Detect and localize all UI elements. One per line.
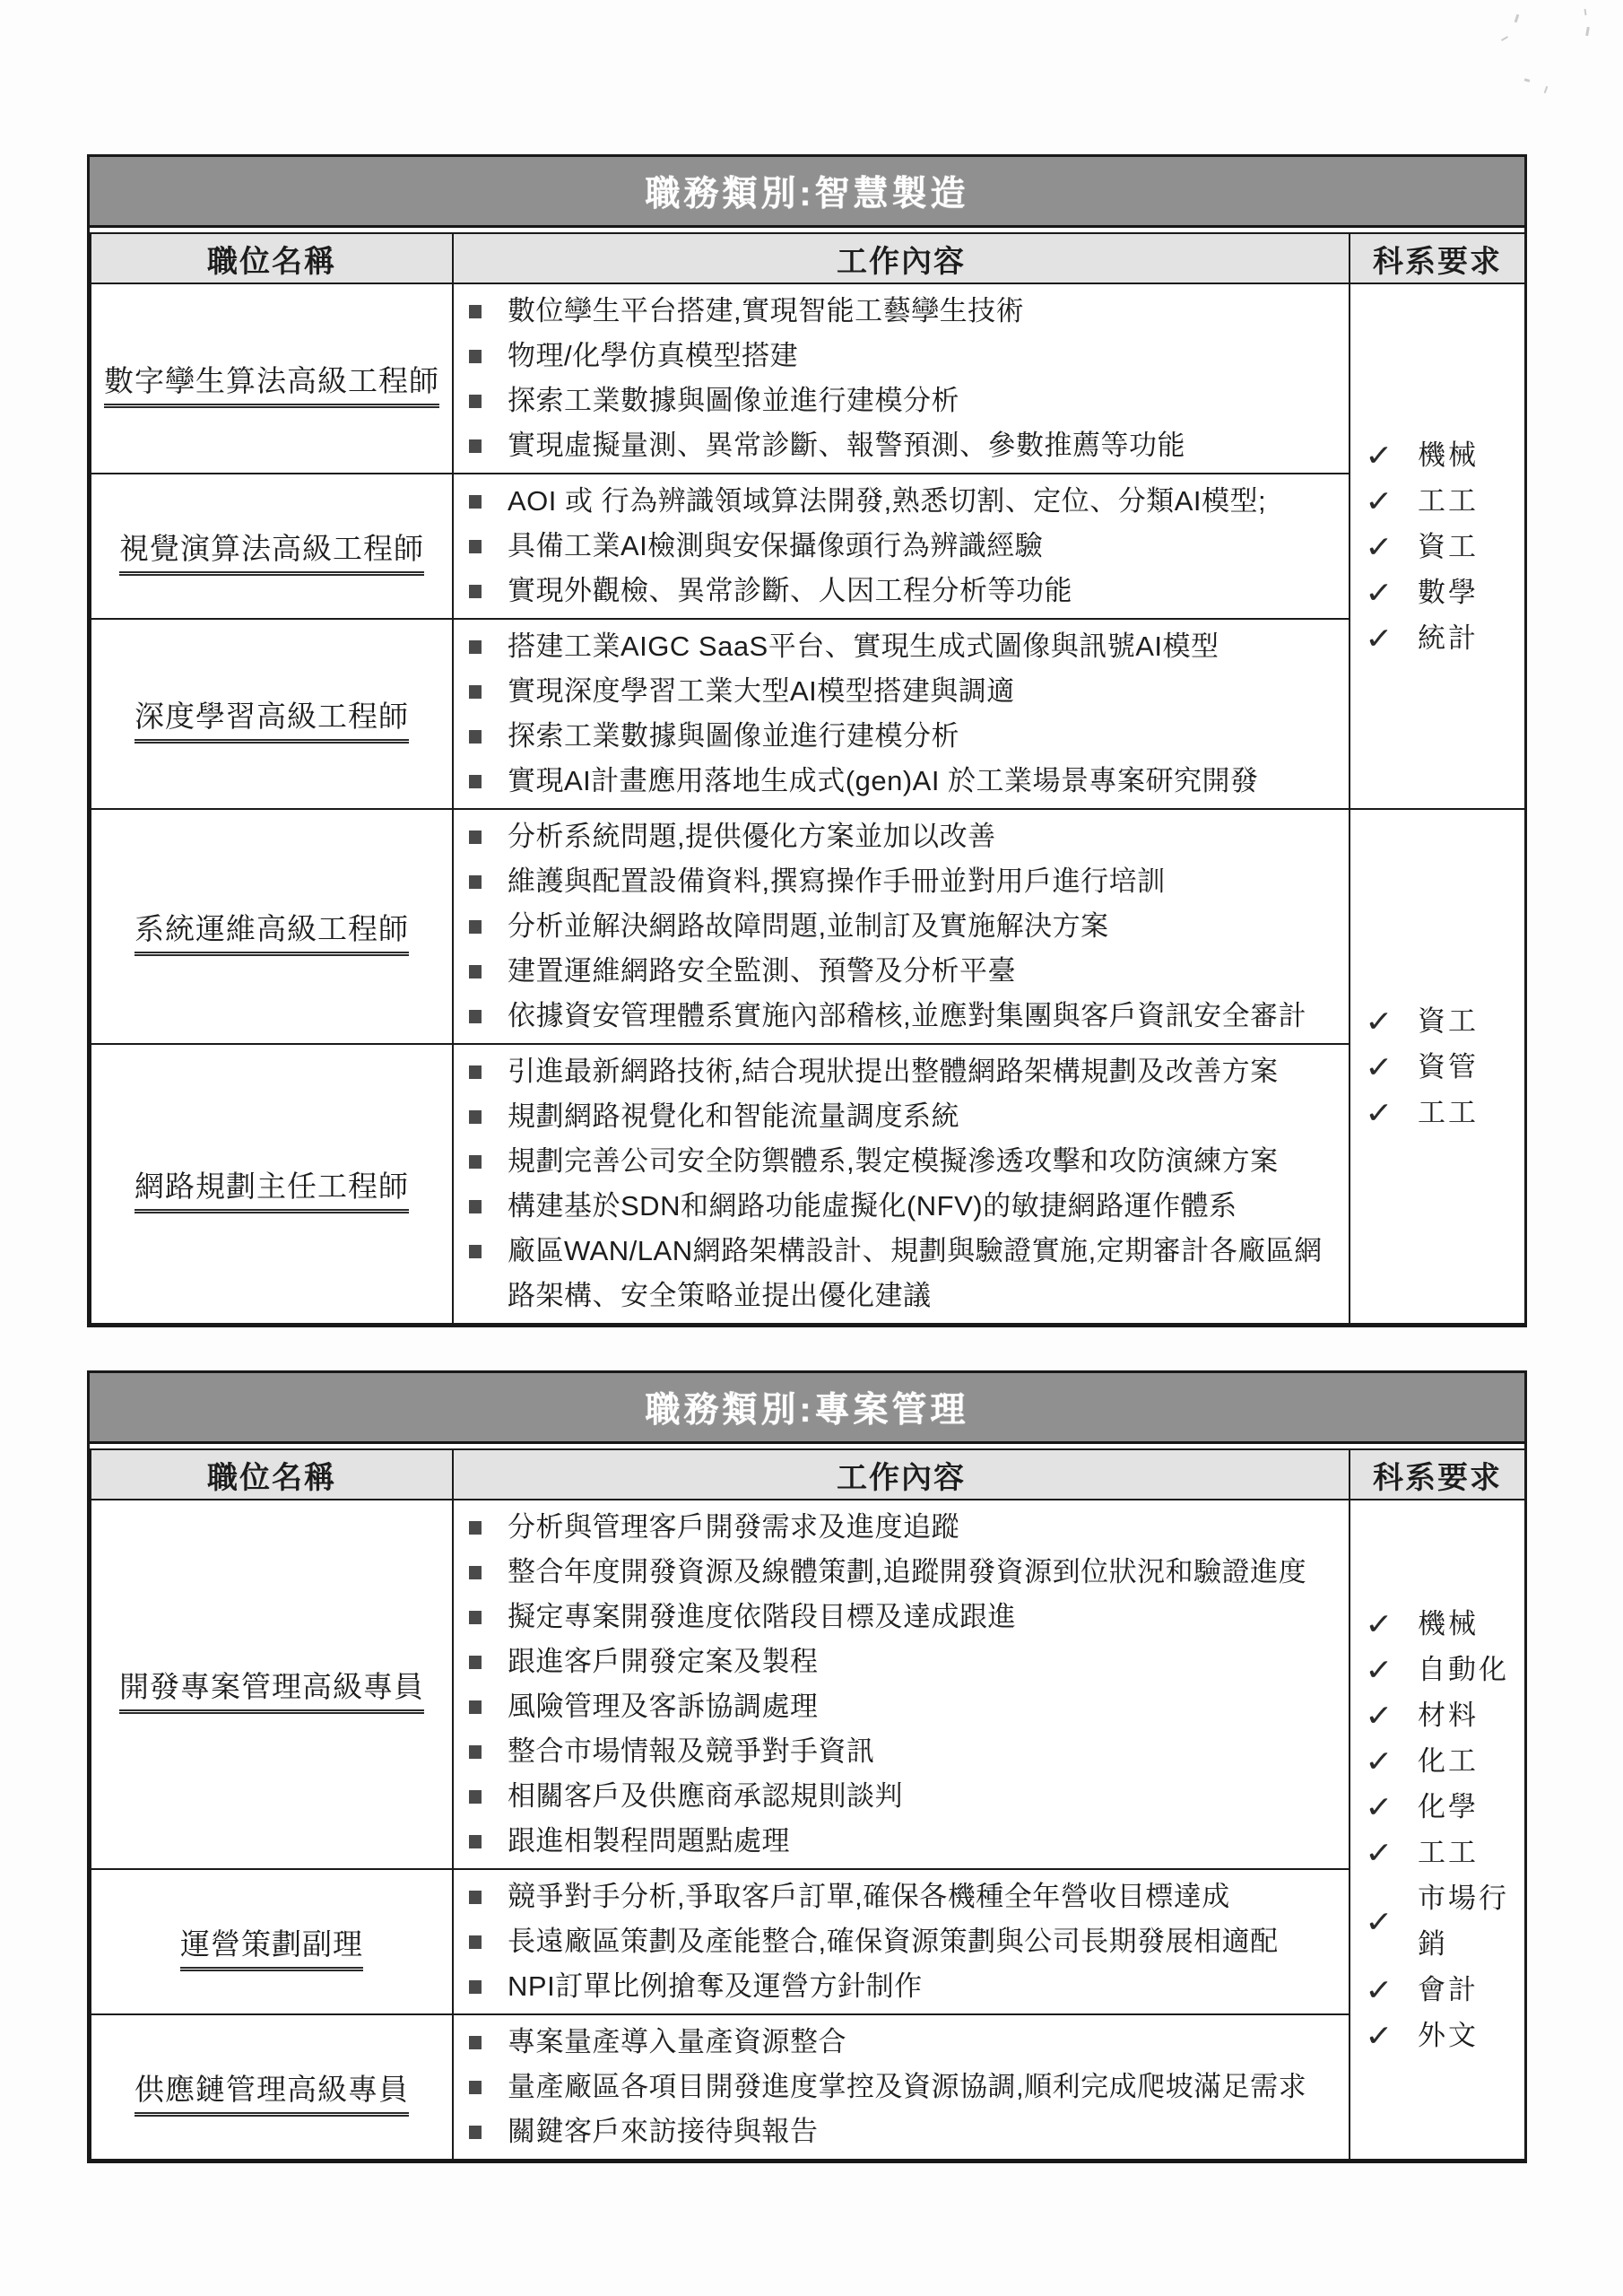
square-bullet-icon bbox=[469, 1521, 482, 1535]
duty-text: 探索工業數據與圖像並進行建模分析 bbox=[508, 385, 959, 416]
check-icon: ✓ bbox=[1365, 1004, 1393, 1038]
check-icon: ✓ bbox=[1365, 621, 1393, 655]
square-bullet-icon bbox=[469, 831, 482, 844]
duty-item bbox=[466, 1595, 1341, 1639]
table1-col-header-majors: 科系要求 bbox=[1350, 233, 1525, 283]
duty-item bbox=[466, 1229, 1341, 1318]
duty-text: 專案量產導入量產資源整合 bbox=[508, 2026, 846, 2057]
table-row bbox=[91, 619, 1525, 809]
duty-item bbox=[466, 624, 1341, 669]
duty-text: 分析系統問題,提供優化方案並加以改善 bbox=[508, 821, 996, 852]
major-label: 資工 bbox=[1418, 530, 1479, 562]
duty-text: 引進最新網路技術,結合現狀提出整體網路架構規劃及改善方案 bbox=[508, 1056, 1279, 1087]
duty-item bbox=[466, 1184, 1341, 1229]
duty-item bbox=[466, 1729, 1341, 1774]
table1-title: 職務類別:智慧製造 bbox=[645, 175, 969, 213]
major-label: 會計 bbox=[1418, 1974, 1479, 2005]
duties-cell bbox=[453, 809, 1350, 1044]
duty-text: 擬定專案開發進度依階段目標及達成跟進 bbox=[508, 1601, 1016, 1632]
duty-item bbox=[466, 1874, 1341, 1919]
duty-item bbox=[466, 524, 1341, 569]
major-label: 外文 bbox=[1418, 2020, 1479, 2051]
duty-item bbox=[466, 378, 1341, 423]
duty-text: 長遠廠區策劃及產能整合,確保資源策劃與公司長期發展相適配 bbox=[508, 1926, 1279, 1957]
position-cell bbox=[91, 474, 453, 619]
scan-speck bbox=[1515, 14, 1520, 22]
duty-item bbox=[466, 1139, 1341, 1184]
duty-item bbox=[466, 423, 1341, 468]
position-cell bbox=[91, 283, 453, 474]
table2-col-header-position: 職位名稱 bbox=[91, 1449, 453, 1500]
duty-text: 整合年度開發資源及線體策劃,追蹤開發資源到位狀況和驗證進度 bbox=[508, 1556, 1307, 1587]
major-label: 機械 bbox=[1418, 1608, 1479, 1639]
check-icon: ✓ bbox=[1365, 1790, 1393, 1823]
job-table-smart-manufacturing bbox=[87, 154, 1527, 1327]
check-icon: ✓ bbox=[1365, 1836, 1393, 1869]
duty-text: 關鍵客戶來訪接待與報告 bbox=[508, 2116, 819, 2147]
square-bullet-icon bbox=[469, 1110, 482, 1124]
duty-text: 分析與管理客戶開發需求及進度追蹤 bbox=[508, 1511, 959, 1543]
major-requirement bbox=[1365, 1090, 1521, 1135]
square-bullet-icon bbox=[469, 1790, 482, 1804]
majors-cell bbox=[1350, 1500, 1525, 2160]
scan-speck bbox=[1501, 36, 1508, 41]
major-requirement bbox=[1365, 615, 1521, 661]
duty-text: 實現AI計畫應用落地生成式(gen)AI 於工業場景專案研究開發 bbox=[508, 765, 1259, 796]
position-title: 數字孿生算法高級工程師 bbox=[104, 364, 439, 408]
table1-header-row bbox=[91, 233, 1525, 283]
square-bullet-icon bbox=[469, 439, 482, 453]
position-cell bbox=[91, 809, 453, 1044]
major-requirement bbox=[1365, 1784, 1521, 1830]
scan-speck bbox=[1585, 27, 1590, 36]
square-bullet-icon bbox=[469, 1656, 482, 1669]
check-icon: ✓ bbox=[1365, 1607, 1393, 1640]
duty-text: 實現虛擬量測、異常診斷、報警預測、參數推薦等功能 bbox=[508, 430, 1185, 461]
duties-cell bbox=[453, 474, 1350, 619]
square-bullet-icon bbox=[469, 305, 482, 318]
scan-speck bbox=[1544, 86, 1549, 93]
square-bullet-icon bbox=[469, 1065, 482, 1079]
position-title: 供應鏈管理高級專員 bbox=[135, 2073, 409, 2117]
duty-item bbox=[466, 1684, 1341, 1729]
document-body bbox=[87, 154, 1527, 2163]
duty-item bbox=[466, 2020, 1341, 2065]
duty-text: 廠區WAN/LAN網路架構設計、規劃與驗證實施,定期審計各廠區網路架構、安全策略並提出優化建議 bbox=[508, 1235, 1323, 1311]
table1-grid bbox=[90, 232, 1526, 1325]
duties-cell bbox=[453, 1044, 1350, 1324]
duty-item bbox=[466, 569, 1341, 613]
scan-speck bbox=[1524, 78, 1531, 82]
table2-title: 職務類別:專案管理 bbox=[645, 1391, 969, 1430]
position-title: 網路規劃主任工程師 bbox=[135, 1170, 409, 1213]
major-requirement bbox=[1365, 1647, 1521, 1692]
square-bullet-icon bbox=[469, 2081, 482, 2094]
check-icon: ✓ bbox=[1365, 1049, 1393, 1083]
majors-cell-group1 bbox=[1350, 283, 1525, 809]
table2-col-header-majors: 科系要求 bbox=[1350, 1449, 1525, 1500]
table-row bbox=[91, 2014, 1525, 2160]
square-bullet-icon bbox=[469, 1835, 482, 1848]
check-icon: ✓ bbox=[1365, 1095, 1393, 1129]
duty-item bbox=[466, 1819, 1341, 1864]
table-row bbox=[91, 474, 1525, 619]
square-bullet-icon bbox=[469, 395, 482, 408]
duty-item bbox=[466, 859, 1341, 904]
duty-text: 風險管理及客訴協調處理 bbox=[508, 1691, 819, 1722]
major-requirement bbox=[1365, 432, 1521, 478]
duty-item bbox=[466, 994, 1341, 1039]
duty-item bbox=[466, 334, 1341, 378]
duty-item bbox=[466, 289, 1341, 334]
major-requirement bbox=[1365, 1692, 1521, 1738]
check-icon: ✓ bbox=[1365, 483, 1393, 517]
square-bullet-icon bbox=[469, 775, 482, 788]
major-label: 化工 bbox=[1418, 1745, 1479, 1777]
duty-item bbox=[466, 2109, 1341, 2154]
duty-text: 跟進相製程問題點處理 bbox=[508, 1825, 790, 1857]
duty-item bbox=[466, 759, 1341, 804]
major-requirement bbox=[1365, 524, 1521, 570]
duty-text: 物理/化學仿真模型搭建 bbox=[508, 340, 799, 371]
major-label: 資管 bbox=[1418, 1050, 1479, 1083]
table1-col-header-duties: 工作內容 bbox=[453, 233, 1350, 283]
duty-item bbox=[466, 1049, 1341, 1094]
major-requirement bbox=[1365, 1044, 1521, 1090]
major-label: 資工 bbox=[1418, 1004, 1479, 1037]
major-requirement bbox=[1365, 998, 1521, 1044]
table1-col-header-position: 職位名稱 bbox=[91, 233, 453, 283]
position-cell bbox=[91, 619, 453, 809]
square-bullet-icon bbox=[469, 965, 482, 978]
duty-text: 整合市場情報及競爭對手資訊 bbox=[508, 1735, 875, 1767]
scan-speck bbox=[1584, 9, 1587, 15]
major-label: 自動化 bbox=[1418, 1654, 1509, 1685]
square-bullet-icon bbox=[469, 1566, 482, 1579]
square-bullet-icon bbox=[469, 875, 482, 889]
duties-cell bbox=[453, 1869, 1350, 2014]
position-cell bbox=[91, 1869, 453, 2014]
duty-item bbox=[466, 949, 1341, 994]
table2-col-header-duties: 工作內容 bbox=[453, 1449, 1350, 1500]
square-bullet-icon bbox=[469, 1155, 482, 1169]
duty-item bbox=[466, 904, 1341, 949]
duty-text: 探索工業數據與圖像並進行建模分析 bbox=[508, 720, 959, 752]
square-bullet-icon bbox=[469, 2036, 482, 2049]
duty-text: 構建基於SDN和網路功能虛擬化(NFV)的敏捷網路運作體系 bbox=[508, 1190, 1237, 1222]
check-icon: ✓ bbox=[1365, 1699, 1393, 1732]
duty-text: 依據資安管理體系實施內部稽核,並應對集團與客戶資訊安全審計 bbox=[508, 1000, 1307, 1031]
major-label: 市場行銷 bbox=[1418, 1883, 1509, 1960]
duties-cell bbox=[453, 1500, 1350, 1869]
major-label: 機械 bbox=[1418, 439, 1479, 471]
major-requirement bbox=[1365, 1875, 1521, 1967]
table-row bbox=[91, 1044, 1525, 1324]
duty-item bbox=[466, 814, 1341, 859]
duty-text: 具備工業AI檢測與安保攝像頭行為辨識經驗 bbox=[508, 530, 1044, 561]
major-label: 工工 bbox=[1418, 1837, 1479, 1868]
majors-cell-group2 bbox=[1350, 809, 1525, 1324]
square-bullet-icon bbox=[469, 585, 482, 598]
duty-text: 實現外觀檢、異常診斷、人因工程分析等功能 bbox=[508, 575, 1072, 606]
major-label: 工工 bbox=[1418, 484, 1479, 517]
major-label: 統計 bbox=[1418, 622, 1479, 654]
check-icon: ✓ bbox=[1365, 575, 1393, 609]
duty-text: AOI 或 行為辨識領域算法開發,熟悉切割、定位、分類AI模型; bbox=[508, 485, 1267, 517]
duty-text: 分析並解決網路故障問題,並制訂及實施解決方案 bbox=[508, 910, 1109, 942]
square-bullet-icon bbox=[469, 1200, 482, 1213]
major-label: 化學 bbox=[1418, 1791, 1479, 1822]
duty-item bbox=[466, 1639, 1341, 1684]
check-icon: ✓ bbox=[1365, 438, 1393, 472]
duty-text: 規劃網路視覺化和智能流量調度系統 bbox=[508, 1100, 959, 1132]
duty-text: 搭建工業AIGC SaaS平台、實現生成式圖像與訊號AI模型 bbox=[508, 631, 1219, 662]
duty-item bbox=[466, 479, 1341, 524]
duty-item bbox=[466, 669, 1341, 714]
square-bullet-icon bbox=[469, 2126, 482, 2139]
square-bullet-icon bbox=[469, 1745, 482, 1759]
check-icon: ✓ bbox=[1365, 1744, 1393, 1778]
duty-item bbox=[466, 2065, 1341, 2109]
table-row bbox=[91, 283, 1525, 474]
square-bullet-icon bbox=[469, 640, 482, 654]
duty-text: 競爭對手分析,爭取客戶訂單,確保各機種全年營收目標達成 bbox=[508, 1881, 1230, 1912]
position-title: 視覺演算法高級工程師 bbox=[119, 532, 424, 576]
duty-text: 規劃完善公司安全防禦體系,製定模擬滲透攻擊和攻防演練方案 bbox=[508, 1145, 1279, 1177]
position-cell bbox=[91, 2014, 453, 2160]
square-bullet-icon bbox=[469, 1980, 482, 1994]
position-cell bbox=[91, 1500, 453, 1869]
table1-title-bar bbox=[90, 157, 1524, 228]
check-icon: ✓ bbox=[1365, 2019, 1393, 2052]
table-row bbox=[91, 1500, 1525, 1869]
position-cell bbox=[91, 1044, 453, 1324]
check-icon: ✓ bbox=[1365, 1904, 1393, 1938]
square-bullet-icon bbox=[469, 1245, 482, 1258]
duty-item bbox=[466, 1505, 1341, 1550]
square-bullet-icon bbox=[469, 685, 482, 699]
table2-title-bar bbox=[90, 1373, 1524, 1444]
position-title: 開發專案管理高級專員 bbox=[119, 1670, 424, 1714]
square-bullet-icon bbox=[469, 920, 482, 934]
duty-item bbox=[466, 1094, 1341, 1139]
square-bullet-icon bbox=[469, 350, 482, 363]
check-icon: ✓ bbox=[1365, 1653, 1393, 1686]
duty-text: 跟進客戶開發定案及製程 bbox=[508, 1646, 819, 1677]
duty-item bbox=[466, 1964, 1341, 2009]
table-row bbox=[91, 809, 1525, 1044]
position-title: 運營策劃副理 bbox=[180, 1927, 363, 1971]
major-requirement bbox=[1365, 1738, 1521, 1784]
square-bullet-icon bbox=[469, 1611, 482, 1624]
table-row bbox=[91, 1869, 1525, 2014]
duty-text: NPI訂單比例搶奪及運營方針制作 bbox=[508, 1970, 923, 2002]
check-icon: ✓ bbox=[1365, 1973, 1393, 2006]
square-bullet-icon bbox=[469, 540, 482, 553]
table2-grid bbox=[90, 1448, 1526, 2161]
duty-text: 相關客戶及供應商承認規則談判 bbox=[508, 1780, 903, 1812]
duties-cell bbox=[453, 283, 1350, 474]
major-label: 數學 bbox=[1418, 576, 1479, 608]
square-bullet-icon bbox=[469, 730, 482, 744]
square-bullet-icon bbox=[469, 1010, 482, 1023]
check-icon: ✓ bbox=[1365, 529, 1393, 563]
duty-text: 建置運維網路安全監測、預警及分析平臺 bbox=[508, 955, 1016, 987]
major-requirement bbox=[1365, 1830, 1521, 1875]
major-label: 材料 bbox=[1418, 1700, 1479, 1731]
duty-text: 實現深度學習工業大型AI模型搭建與調適 bbox=[508, 675, 1015, 707]
duties-cell bbox=[453, 2014, 1350, 2160]
job-table-project-management bbox=[87, 1370, 1527, 2163]
duty-item bbox=[466, 1774, 1341, 1819]
table2-header-row bbox=[91, 1449, 1525, 1500]
duties-cell bbox=[453, 619, 1350, 809]
duty-text: 數位孿生平台搭建,實現智能工藝孿生技術 bbox=[508, 295, 1025, 326]
duty-item bbox=[466, 714, 1341, 759]
square-bullet-icon bbox=[469, 1891, 482, 1904]
position-title: 深度學習高級工程師 bbox=[135, 700, 409, 744]
major-requirement bbox=[1365, 478, 1521, 524]
major-requirement bbox=[1365, 2013, 1521, 2058]
duty-item bbox=[466, 1550, 1341, 1595]
position-title: 系統運維高級工程師 bbox=[135, 912, 409, 956]
major-requirement bbox=[1365, 1601, 1521, 1647]
major-requirement bbox=[1365, 570, 1521, 615]
major-requirement bbox=[1365, 1967, 1521, 2013]
square-bullet-icon bbox=[469, 495, 482, 509]
major-label: 工工 bbox=[1418, 1096, 1479, 1128]
duty-text: 維護與配置設備資料,撰寫操作手冊並對用戶進行培訓 bbox=[508, 865, 1166, 897]
duty-item bbox=[466, 1919, 1341, 1964]
square-bullet-icon bbox=[469, 1700, 482, 1714]
duty-text: 量產廠區各項目開發進度掌控及資源協調,順利完成爬坡滿足需求 bbox=[508, 2071, 1307, 2102]
square-bullet-icon bbox=[469, 1935, 482, 1949]
